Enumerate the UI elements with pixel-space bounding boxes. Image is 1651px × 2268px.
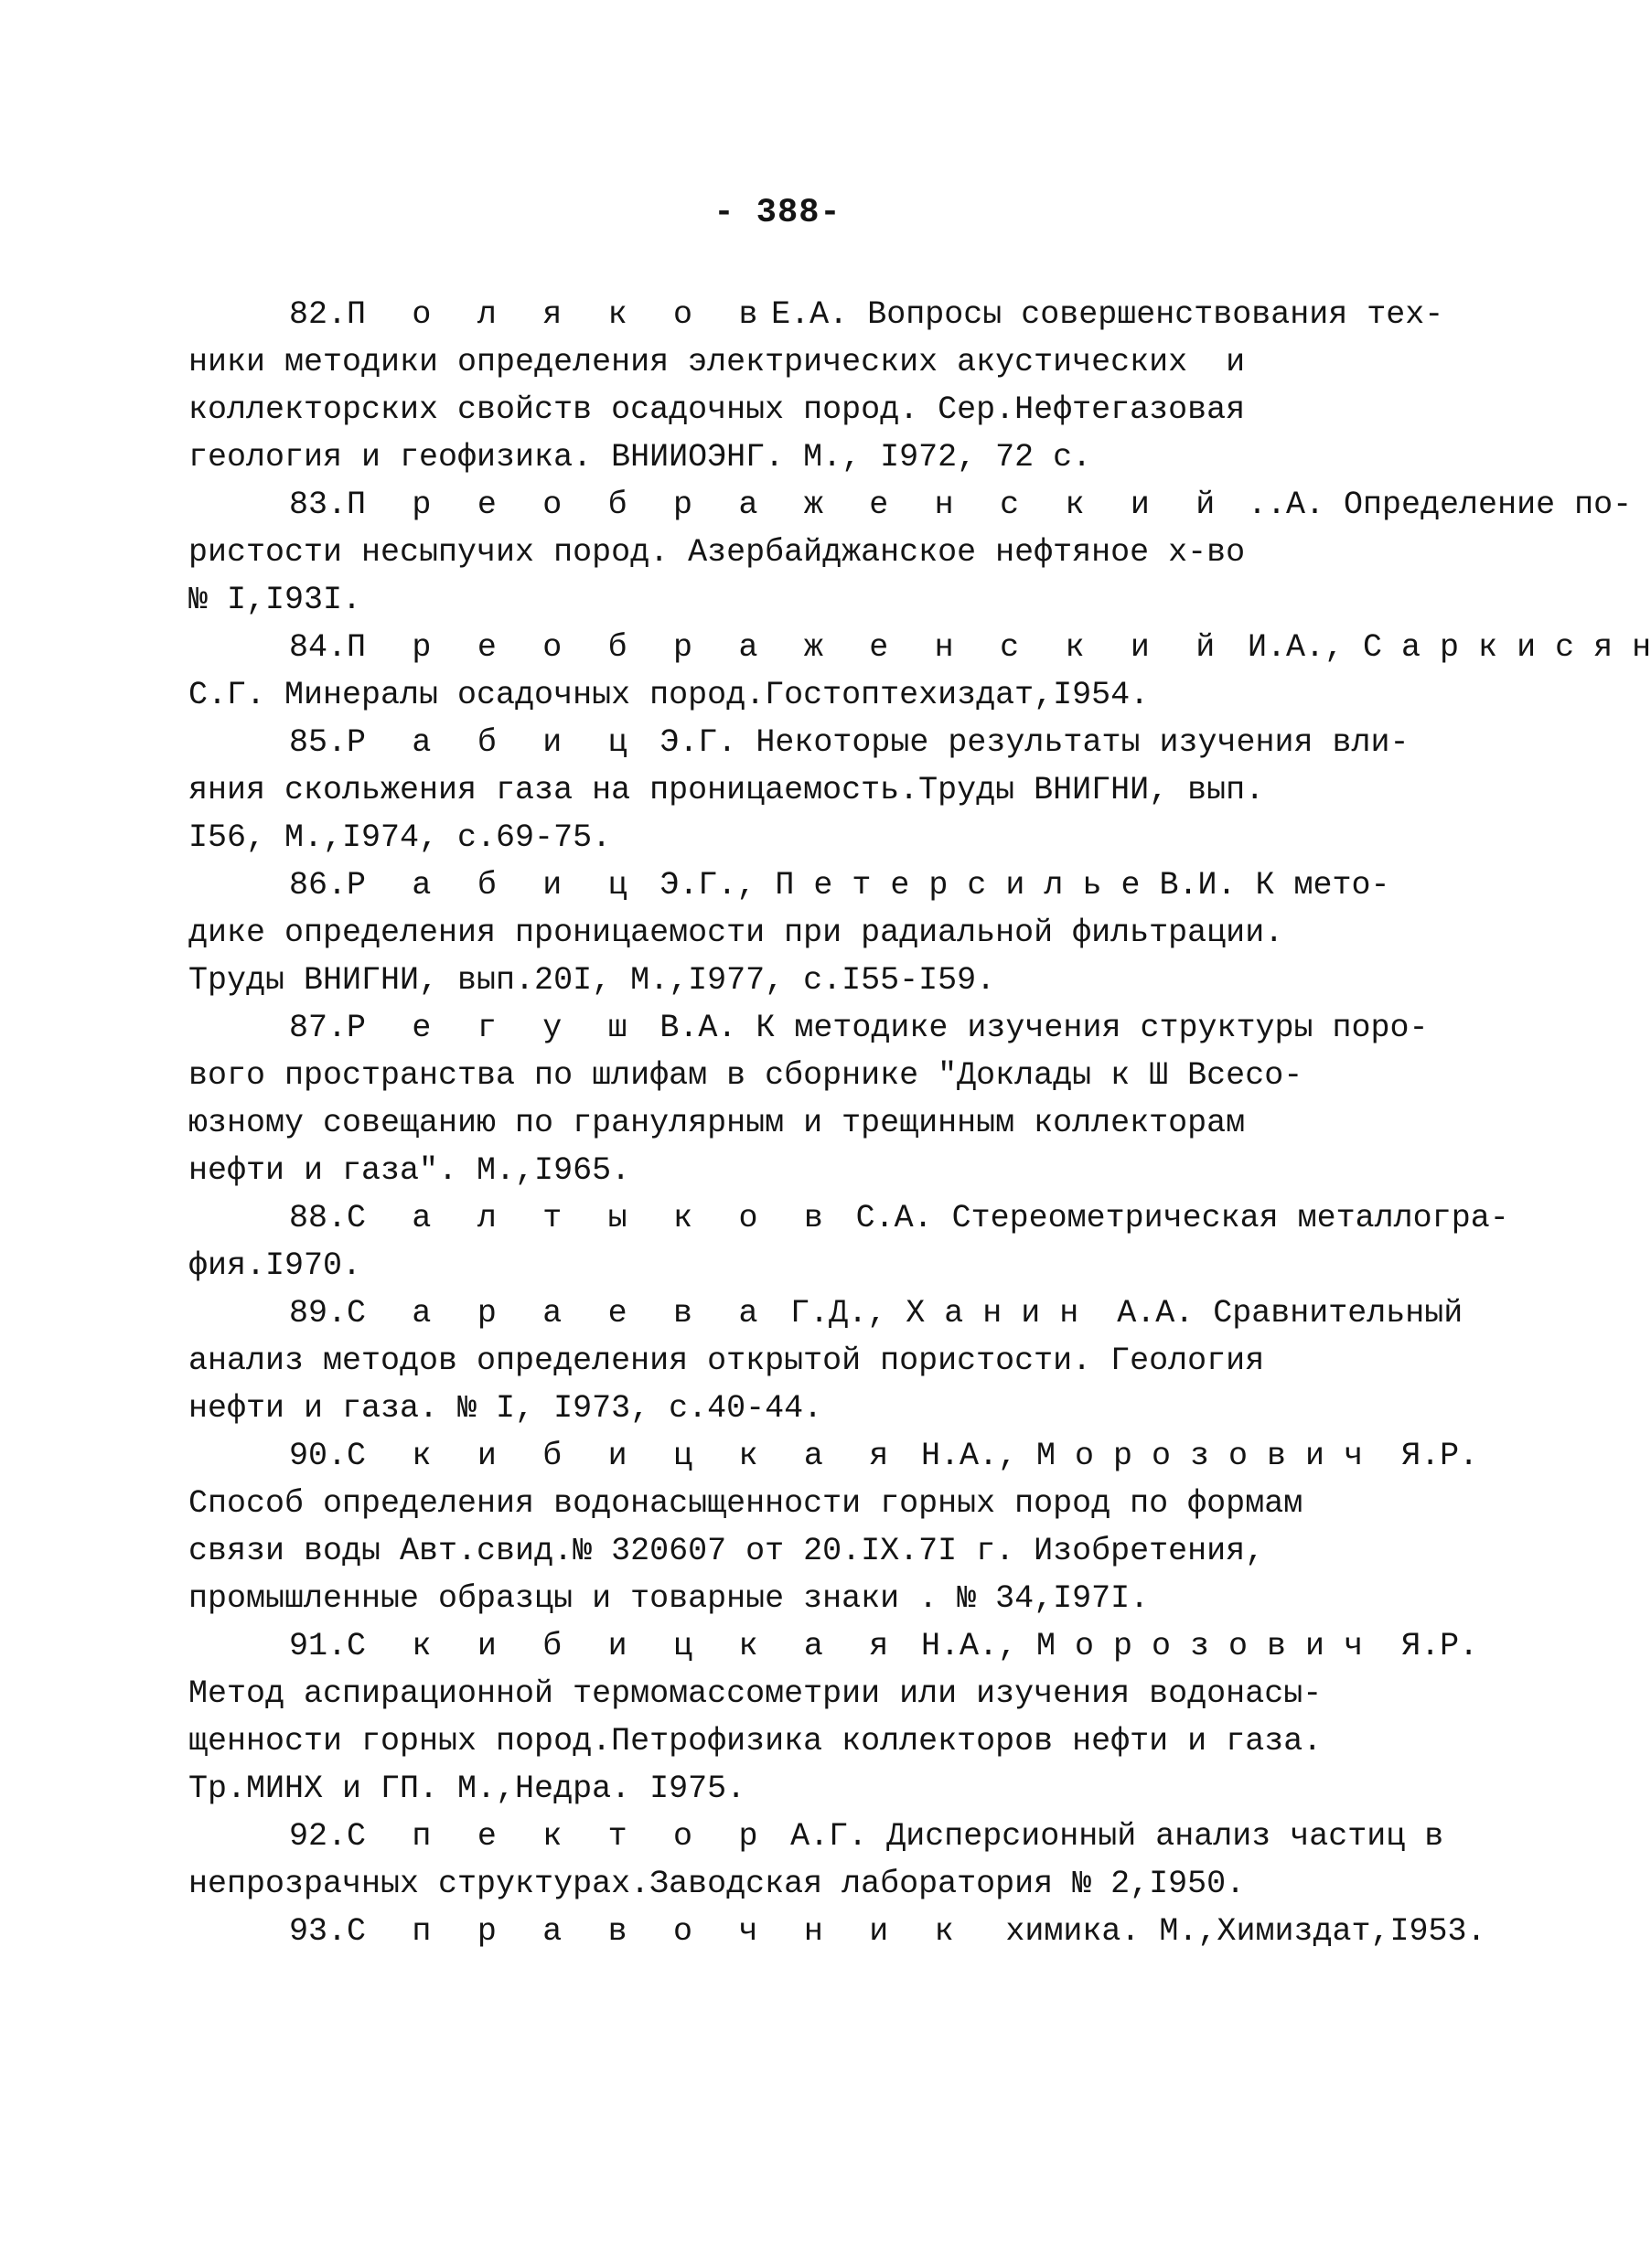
entry-text: Н.А., М о р о з о в и ч Я.Р. — [901, 1628, 1479, 1664]
entry-text: А.Г. Дисперсионный анализ частиц в — [771, 1818, 1444, 1855]
entry-author: С а л т ы к о в — [347, 1200, 837, 1236]
entry-number: 84. — [289, 629, 348, 666]
entry-text: Э.Г., П е т е р с и л ь е В.И. К мето- — [640, 867, 1390, 904]
entry-continuation-line — [188, 957, 1378, 1004]
entry-number: 89. — [289, 1295, 348, 1332]
entry-author: С п е к т о р — [347, 1818, 772, 1855]
bibliography-entry — [188, 1289, 1463, 1432]
entry-first-line — [188, 1004, 1429, 1052]
page-number: - 388- — [713, 194, 842, 232]
entry-text: В.А. К методике изучения структуры поро- — [640, 1010, 1429, 1046]
entry-number: 82. — [289, 296, 348, 333]
entry-text: юзному совещанию по гранулярным и трещинным коллекторам — [188, 1105, 1246, 1141]
entry-first-line — [188, 1813, 1444, 1860]
entry-first-line — [188, 719, 1410, 766]
entry-text: связи воды Авт.свид.№ 320607 от 20.IX.7I г. Изобретения, — [188, 1533, 1265, 1569]
entry-text: С.Г. Минералы осадочных пород.Гостоптехиздат,I954. — [188, 677, 1150, 713]
entry-text: Э.Г. Некоторые результаты изучения вли- — [640, 724, 1410, 761]
entry-first-line — [188, 1622, 1479, 1670]
entry-text: Н.А., М о р о з о в и ч Я.Р. — [901, 1438, 1479, 1474]
bibliography-entry — [188, 719, 1410, 861]
entry-continuation-line — [188, 529, 1378, 576]
entry-text: И.А., С а р к и с я н — [1228, 629, 1651, 666]
bibliography-entry — [188, 1432, 1479, 1622]
entry-text: Труды ВНИГНИ, вып.20I, М.,I977, с.I55-I59. — [188, 962, 996, 999]
entry-text: № I,I93I. — [188, 582, 362, 618]
entry-number: 92. — [289, 1818, 348, 1855]
entry-text: вого пространства по шлифам в сборнике "Доклады к Ш Всесо- — [188, 1057, 1303, 1094]
entry-first-line — [188, 861, 1390, 909]
bibliography-entry — [188, 481, 1633, 624]
entry-continuation-line — [188, 386, 1378, 433]
entry-continuation-line — [188, 1052, 1378, 1099]
entry-text: Способ определения водонасыщенности горных пород по формам — [188, 1485, 1303, 1522]
entry-author: С к и б и ц к а я — [347, 1438, 902, 1474]
entry-continuation-line — [188, 1717, 1378, 1765]
entry-author: Р е г у ш — [347, 1010, 641, 1046]
entry-text: I56, М.,I974, с.69-75. — [188, 819, 612, 856]
entry-first-line — [188, 1908, 1486, 1955]
entry-text: анализ методов определения открытой пористости. Геология — [188, 1343, 1265, 1379]
entry-text: геология и геофизика. ВНИИОЭНГ. М., I972, 72 с. — [188, 439, 1092, 476]
entry-text: Е.А. Вопросы совершенствования тех- — [771, 296, 1444, 333]
entry-continuation-line — [188, 1337, 1378, 1385]
entry-text: ники методики определения электрических акустических и — [188, 344, 1246, 380]
bibliography-entry — [188, 861, 1390, 1004]
bibliography-entry — [188, 1004, 1429, 1194]
bibliography-entry — [188, 624, 1651, 719]
entry-first-line — [188, 481, 1633, 529]
entry-number: 85. — [289, 724, 348, 761]
entry-text: непрозрачных структурах.Заводская лаборатория № 2,I950. — [188, 1866, 1246, 1902]
entry-continuation-line — [188, 1099, 1378, 1147]
entry-text: Г.Д., Х а н и н А.А. Сравнительный — [771, 1295, 1463, 1332]
bibliography-entry — [188, 291, 1444, 481]
entry-continuation-line — [188, 433, 1378, 481]
entry-author: П р е о б р а ж е н с к и й — [347, 487, 1229, 523]
entry-text: нефти и газа". М.,I965. — [188, 1152, 631, 1189]
entry-author: С а р а е в а — [347, 1295, 772, 1332]
bibliography-entry — [188, 1813, 1444, 1908]
bibliography-entry — [188, 1194, 1509, 1289]
entry-first-line — [188, 291, 1444, 338]
entry-first-line — [188, 1289, 1463, 1337]
entry-text: ..А. Определение по- — [1228, 487, 1633, 523]
entry-author: С к и б и ц к а я — [347, 1628, 902, 1664]
entry-text: Тр.МИНХ и ГП. М.,Недра. I975. — [188, 1771, 746, 1807]
entry-first-line — [188, 624, 1651, 671]
entry-first-line — [188, 1432, 1479, 1480]
entry-continuation-line — [188, 671, 1378, 719]
entry-continuation-line — [188, 1670, 1378, 1717]
bibliography-entry — [188, 1622, 1479, 1813]
entry-number: 91. — [289, 1628, 348, 1664]
entry-text: фия.I970. — [188, 1247, 362, 1284]
entry-text: коллекторских свойств осадочных пород. Сер.Нефтегазовая — [188, 391, 1246, 428]
entry-number: 87. — [289, 1010, 348, 1046]
entry-text: промышленные образцы и товарные знаки . № 34,I97I. — [188, 1580, 1150, 1617]
entry-continuation-line — [188, 814, 1378, 861]
entry-text: яния скольжения газа на проницаемость.Труды ВНИГНИ, вып. — [188, 772, 1265, 808]
entry-text: химика. М.,Химиздат,I953. — [967, 1913, 1486, 1950]
entry-text: ристости несыпучих пород. Азербайджанское нефтяное х-во — [188, 534, 1246, 571]
entry-text: дике определения проницаемости при радиальной фильтрации. — [188, 915, 1284, 951]
entry-continuation-line — [188, 1242, 1378, 1289]
entry-continuation-line — [188, 1480, 1378, 1527]
bibliography-list — [188, 291, 1651, 1955]
entry-continuation-line — [188, 1860, 1378, 1908]
entry-number: 86. — [289, 867, 348, 904]
entry-text: Метод аспирационной термомассометрии или изучения водонасы- — [188, 1675, 1323, 1712]
entry-continuation-line — [188, 1527, 1378, 1575]
entry-text: нефти и газа. № I, I973, с.40-44. — [188, 1390, 823, 1427]
entry-author: Р а б и ц — [347, 724, 641, 761]
entry-text: С.А. Стереометрическая металлогра- — [836, 1200, 1509, 1236]
entry-author: П р е о б р а ж е н с к и й — [347, 629, 1229, 666]
entry-author: П о л я к о в — [347, 296, 772, 333]
entry-number: 90. — [289, 1438, 348, 1474]
entry-continuation-line — [188, 1765, 1378, 1813]
entry-author: Р а б и ц — [347, 867, 641, 904]
entry-continuation-line — [188, 1147, 1378, 1194]
entry-continuation-line — [188, 576, 1378, 624]
entry-number: 93. — [289, 1913, 348, 1950]
entry-first-line — [188, 1194, 1509, 1242]
entry-text: щенности горных пород.Петрофизика коллекторов нефти и газа. — [188, 1723, 1323, 1760]
bibliography-entry — [188, 1908, 1486, 1955]
entry-continuation-line — [188, 909, 1378, 957]
entry-continuation-line — [188, 338, 1378, 386]
entry-continuation-line — [188, 1575, 1378, 1622]
entry-number: 88. — [289, 1200, 348, 1236]
entry-number: 83. — [289, 487, 348, 523]
entry-continuation-line — [188, 766, 1378, 814]
entry-author: С п р а в о ч н и к — [347, 1913, 968, 1950]
entry-continuation-line — [188, 1385, 1378, 1432]
